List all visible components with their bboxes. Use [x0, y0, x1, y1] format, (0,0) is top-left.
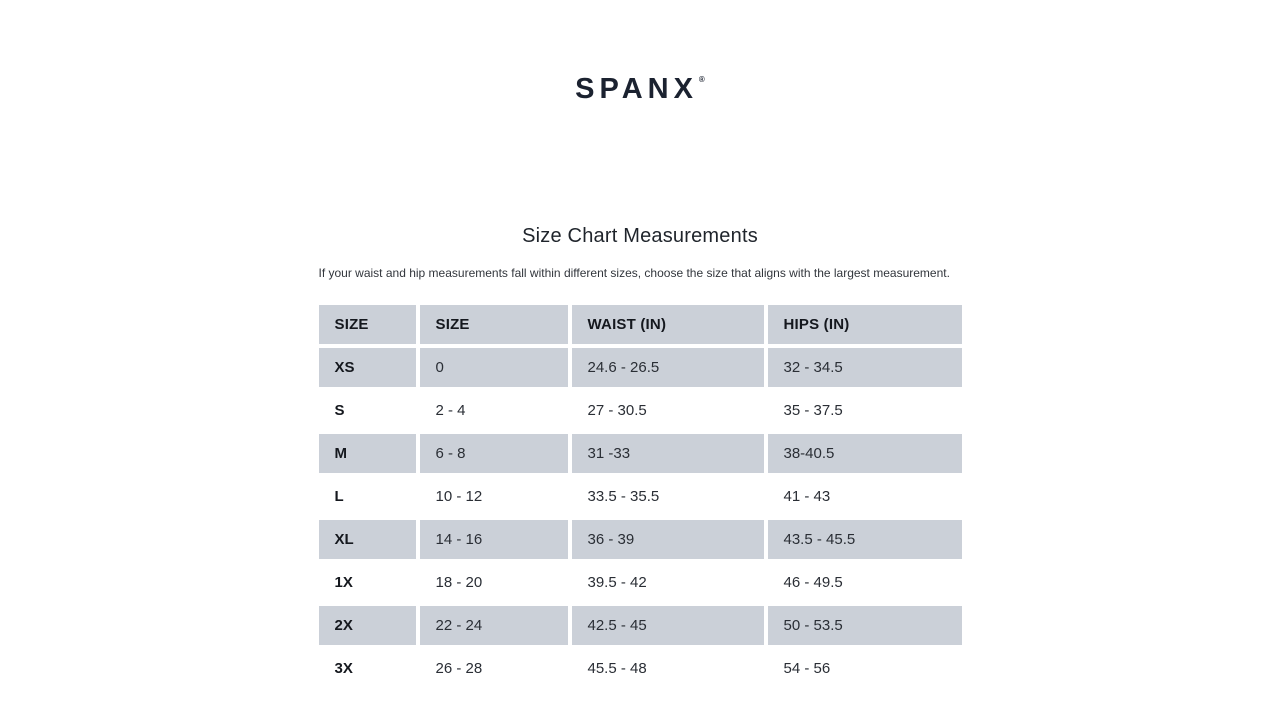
table-row-1x	[319, 563, 962, 602]
cell-waist: 42.5 - 45	[572, 606, 768, 645]
registered-trademark-symbol: ®	[698, 75, 705, 84]
table-row-s	[319, 391, 962, 430]
logo-text: SPANX	[575, 73, 698, 105]
cell-waist: 24.6 - 26.5	[572, 348, 768, 387]
cell-numeric-size: 18 - 20	[420, 563, 572, 602]
cell-waist: 33.5 - 35.5	[572, 477, 768, 516]
column-header-waist: WAIST (IN)	[572, 305, 768, 344]
table-row-l	[319, 477, 962, 516]
cell-size: 3X	[319, 649, 420, 688]
cell-numeric-size: 6 - 8	[420, 434, 572, 473]
cell-numeric-size: 22 - 24	[420, 606, 572, 645]
cell-numeric-size: 2 - 4	[420, 391, 572, 430]
table-row-xl	[319, 520, 962, 559]
cell-waist: 39.5 - 42	[572, 563, 768, 602]
cell-size: XS	[319, 348, 420, 387]
column-header-hips: HIPS (IN)	[768, 305, 962, 344]
cell-numeric-size: 10 - 12	[420, 477, 572, 516]
cell-waist: 27 - 30.5	[572, 391, 768, 430]
cell-waist: 31 -33	[572, 434, 768, 473]
cell-size: 2X	[319, 606, 420, 645]
cell-numeric-size: 14 - 16	[420, 520, 572, 559]
cell-size: XL	[319, 520, 420, 559]
table-row-xs	[319, 348, 962, 387]
table-row-m	[319, 434, 962, 473]
cell-numeric-size: 26 - 28	[420, 649, 572, 688]
cell-hips: 35 - 37.5	[768, 391, 962, 430]
cell-hips: 41 - 43	[768, 477, 962, 516]
column-header-size-letter: SIZE	[319, 305, 420, 344]
page-title: Size Chart Measurements	[522, 225, 758, 247]
table-row-2x	[319, 606, 962, 645]
cell-numeric-size: 0	[420, 348, 572, 387]
main-content	[319, 222, 962, 692]
cell-size: M	[319, 434, 420, 473]
size-chart-table	[319, 301, 962, 692]
table-header-row	[319, 305, 962, 344]
spanx-logo	[575, 63, 705, 106]
column-header-size-number: SIZE	[420, 305, 572, 344]
cell-waist: 45.5 - 48	[572, 649, 768, 688]
page-subtitle: If your waist and hip measurements fall within different sizes, choose the size that aligns with the largest measurement.	[318, 266, 950, 280]
cell-hips: 32 - 34.5	[768, 348, 962, 387]
cell-size: L	[319, 477, 420, 516]
cell-hips: 43.5 - 45.5	[768, 520, 962, 559]
cell-size: S	[319, 391, 420, 430]
cell-hips: 54 - 56	[768, 649, 962, 688]
cell-hips: 50 - 53.5	[768, 606, 962, 645]
page-header	[0, 0, 1280, 106]
cell-size: 1X	[319, 563, 420, 602]
cell-hips: 46 - 49.5	[768, 563, 962, 602]
cell-waist: 36 - 39	[572, 520, 768, 559]
cell-hips: 38-40.5	[768, 434, 962, 473]
table-row-3x	[319, 649, 962, 688]
